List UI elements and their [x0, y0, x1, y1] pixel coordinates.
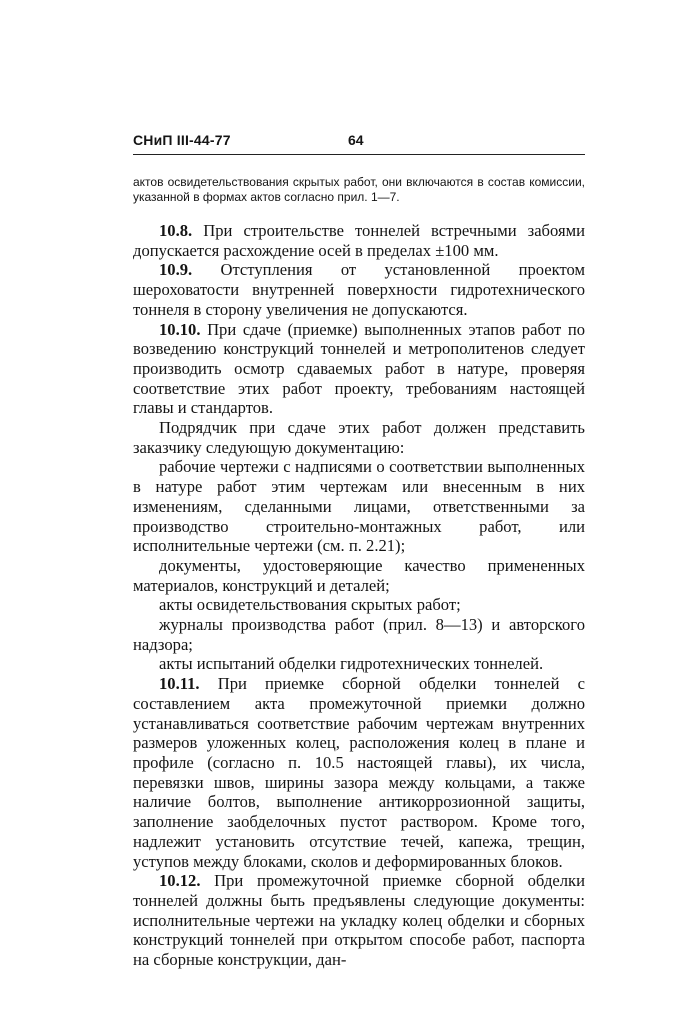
paragraph-text: Отступления от установленной проектом шероховатости внутренней поверхности гидротехнического тоннеля в сторону увеличения не допускаются. — [133, 260, 585, 319]
paragraph-10-10 — [133, 320, 585, 419]
paragraph-contractor — [133, 418, 585, 457]
paragraph-10-8 — [133, 221, 585, 260]
paragraph-text: акты испытаний обделки гидротехнических тоннелей. — [159, 654, 544, 674]
paragraph-number: 10.9. — [159, 260, 193, 280]
paragraph-number: 10.8. — [159, 221, 193, 240]
list-item-documents — [133, 556, 585, 595]
list-item-journals — [133, 615, 585, 654]
paragraph-10-12 — [133, 871, 585, 970]
paragraph-number: 10.12. — [159, 871, 201, 891]
document-code: СНиП III-44-77 — [133, 132, 231, 148]
list-item-tests — [133, 654, 585, 674]
paragraph-text: При промежуточной приемке сборной обделки тоннелей должны быть предъявлены следующие документы: исполнительные чертежи на укладку колец обделки и сборных конструкций тоннелей при открытом способе работ, паспорта на сборные конструкции, дан- — [133, 871, 585, 970]
paragraph-text: При сдаче (приемке) выполненных этапов работ по возведению конструкций тоннелей и метрополитенов следует производить осмотр сдаваемых работ в натуре, проверяя соответствие этих работ проекту, требованиям настоящей главы и стандартов. — [133, 319, 585, 418]
paragraph-text: рабочие чертежи с надписями о соответствии выполненных в натуре работ этим чертежам или внесенным в них изменениям, сделанными лицами, ответственными за производство строительно-монтажных работ, или исполнительные чертежи (см. п. 2.21); — [133, 457, 585, 556]
paragraph-text: При строительстве тоннелей встречными забоями допускается расхождение осей в пределах ±100 мм. — [133, 221, 585, 260]
intro-paragraph: актов освидетельствования скрытых работ, они включаются в состав комиссии, указанной в формах актов согласно прил. 1—7. — [133, 175, 585, 204]
running-header — [133, 128, 585, 155]
list-item-drawings — [133, 457, 585, 556]
paragraph-10-9 — [133, 260, 585, 319]
paragraph-text: акты освидетельствования скрытых работ; — [159, 595, 461, 615]
paragraph-text: Подрядчик при сдаче этих работ должен представить заказчику следующую документацию: — [133, 418, 585, 457]
paragraph-10-11 — [133, 674, 585, 871]
list-item-hidden-works — [133, 595, 585, 615]
body-text — [133, 221, 585, 970]
page-number: 64 — [348, 132, 364, 148]
paragraph-text: При приемке сборной обделки тоннелей с составлением акта промежуточной приемки должно устанавливаться соответствие рабочим чертежам внутренних размеров уложенных колец, расположения колец в плане и профиле (согласно п. 10.5 настоящей главы), их числа, перевязки швов, ширины зазора между кольцами, а также наличие болтов, выполнение антикоррозионной защиты, заполнение заобделочных пустот раствором. Кроме того, надлежит установить отсутствие течей, капежа, трещин, уступов между блоками, сколов и деформированных блоков. — [133, 674, 585, 871]
paragraph-number: 10.10. — [159, 319, 201, 339]
document-page — [133, 128, 585, 970]
paragraph-text: документы, удостоверяющие качество примененных материалов, конструкций и деталей; — [133, 555, 585, 595]
paragraph-number: 10.11. — [159, 674, 200, 694]
paragraph-text: журналы производства работ (прил. 8—13) и авторского надзора; — [133, 615, 585, 654]
